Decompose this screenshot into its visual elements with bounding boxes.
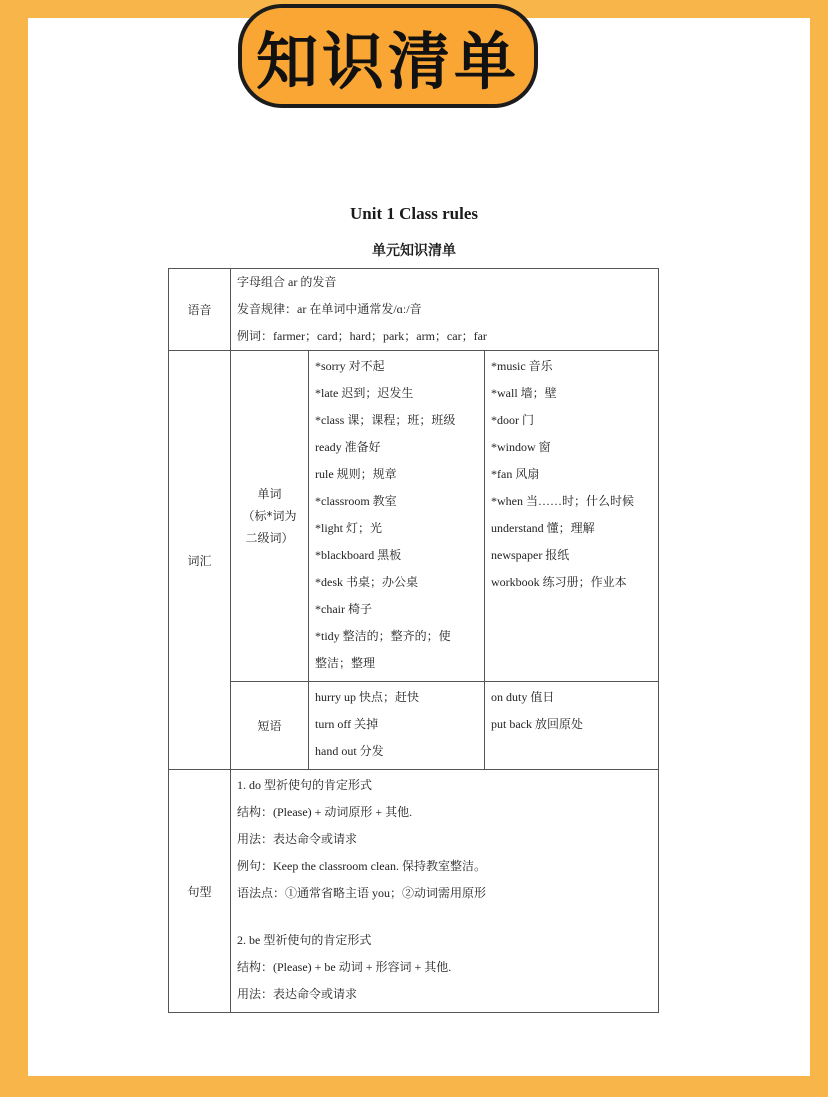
sentence-line: 语法点：①通常省略主语 you；②动词需用原形	[237, 886, 487, 900]
pronunciation-line: 字母组合 ar 的发音	[237, 275, 337, 289]
phrase-item: hurry up 快点；赶快	[315, 690, 419, 704]
phrases-column-2	[485, 682, 659, 770]
pronunciation-content	[231, 269, 659, 351]
words-column-2	[485, 351, 659, 682]
sentence-line: 1. do 型祈使句的肯定形式	[237, 778, 373, 792]
sentence-spacer	[237, 907, 652, 927]
phrase-item: put back 放回原处	[491, 717, 583, 731]
word-item: *classroom 教室	[315, 494, 397, 508]
word-item: 整洁；整理	[315, 656, 376, 670]
knowledge-table	[168, 268, 659, 1013]
word-item: rule 规则；规章	[315, 467, 397, 481]
word-item: *door 门	[491, 413, 534, 427]
phrase-item: hand out 分发	[315, 744, 384, 758]
sentence-line: 用法：表达命令或请求	[237, 987, 358, 1001]
unit-subtitle: 单元知识清单	[372, 243, 456, 259]
word-item: workbook 练习册；作业本	[491, 575, 627, 589]
words-label	[231, 351, 309, 682]
sentences-row	[169, 770, 659, 1013]
word-item: *class 课；课程；班；班级	[315, 413, 456, 427]
words-column-1	[309, 351, 485, 682]
vocabulary-words-row	[169, 351, 659, 682]
word-item: *desk 书桌；办公桌	[315, 575, 418, 589]
words-label-line: 单词	[257, 487, 282, 501]
word-item: *blackboard 黑板	[315, 548, 402, 562]
sentences-content	[231, 770, 659, 1013]
word-item: newspaper 报纸	[491, 548, 570, 562]
words-label-line: （标*词为	[242, 509, 297, 523]
sentences-label: 句型	[169, 770, 231, 1013]
phrases-column-1	[309, 682, 485, 770]
phrase-item: turn off 关掉	[315, 717, 379, 731]
vocabulary-phrases-row	[169, 682, 659, 770]
word-item: *window 窗	[491, 440, 551, 454]
word-item: *music 音乐	[491, 359, 553, 373]
word-item: *chair 椅子	[315, 602, 372, 616]
pronunciation-line: 例词：farmer；card；hard；park；arm；car；far	[237, 329, 487, 343]
words-label-line: 二级词）	[245, 531, 294, 545]
sentence-line: 2. be 型祈使句的肯定形式	[237, 933, 372, 947]
word-item: *light 灯；光	[315, 521, 383, 535]
pronunciation-label: 语音	[169, 269, 231, 351]
unit-title: Unit 1 Class rules	[350, 204, 478, 223]
badge-title: 知识清单	[255, 24, 520, 98]
phrase-item: on duty 值日	[491, 690, 555, 704]
word-item: *late 迟到；迟发生	[315, 386, 414, 400]
word-item: *fan 风扇	[491, 467, 540, 481]
word-item: *tidy 整洁的；整齐的；使	[315, 629, 451, 643]
pronunciation-row	[169, 269, 659, 351]
word-item: ready 准备好	[315, 440, 381, 454]
word-item: *wall 墙；壁	[491, 386, 557, 400]
word-item: understand 懂；理解	[491, 521, 595, 535]
sentence-line: 用法：表达命令或请求	[237, 832, 358, 846]
vocabulary-label: 词汇	[169, 351, 231, 770]
sentence-line: 结构：(Please) + be 动词 + 形容词 + 其他.	[237, 960, 452, 974]
word-item: *when 当……时；什么时候	[491, 494, 634, 508]
title-badge	[238, 4, 538, 108]
sentence-line: 结构：(Please) + 动词原形 + 其他.	[237, 805, 413, 819]
phrases-label: 短语	[231, 682, 309, 770]
word-item: *sorry 对不起	[315, 359, 385, 373]
sentence-line: 例句：Keep the classroom clean. 保持教室整洁。	[237, 859, 486, 873]
pronunciation-line: 发音规律：ar 在单词中通常发/ɑː/音	[237, 302, 422, 316]
